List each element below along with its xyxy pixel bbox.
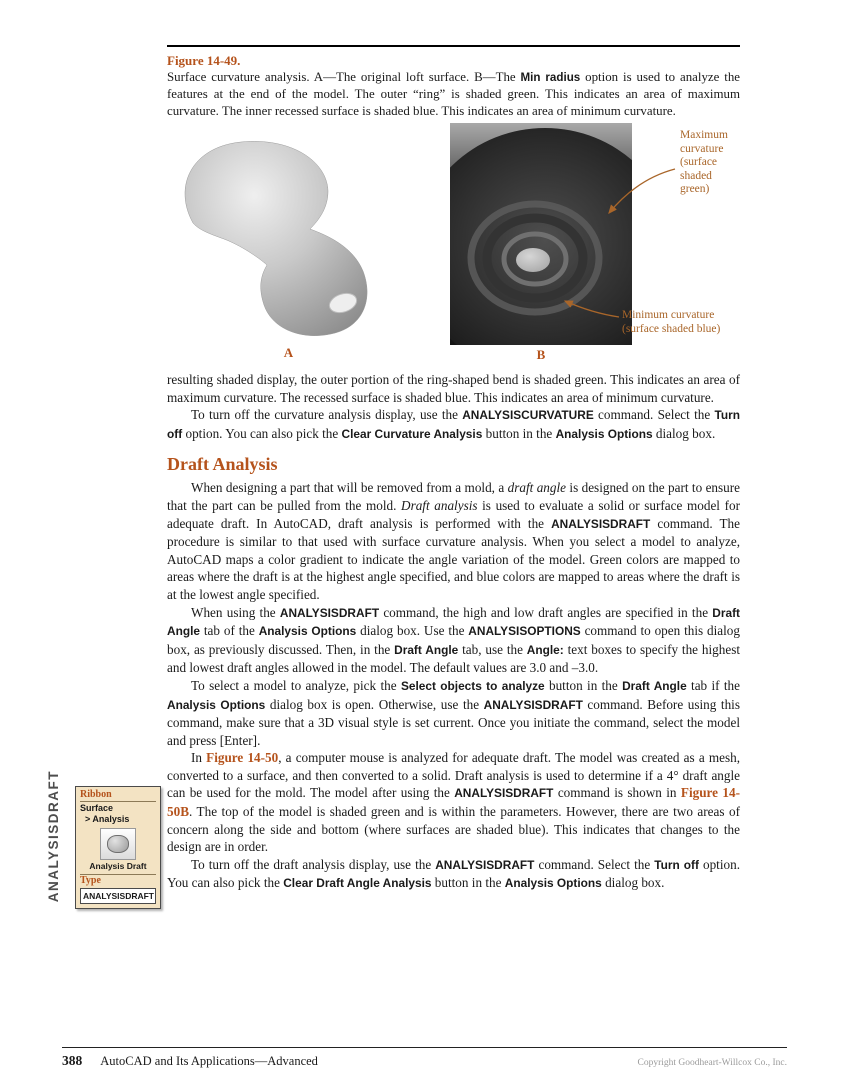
- page-footer: [62, 1047, 787, 1069]
- ribbon-panel-name: > Analysis: [85, 814, 130, 824]
- body-paragraph-4: When using the ANALYSISDRAFT command, the high and low draft angles are specified in the Draft Angle tab of the Analysis Options dialog box. Use the ANALYSISOPTIONS command to open this dialog box, as previously discussed. Then, in the Draft Angle tab, use the Angle: text boxes to specify the highest and lowest draft angles allowed in the model. The default values are 3.0 and –3.0.: [167, 604, 741, 676]
- main-text-column: [167, 45, 740, 893]
- curvature-analysis-image: [450, 123, 632, 345]
- figure-14-49: [167, 123, 740, 363]
- ribbon-tool-label: Analysis Draft: [89, 861, 147, 871]
- analysis-draft-button: [100, 828, 136, 860]
- figure-label-b: B: [536, 347, 546, 362]
- min-curvature-annotation: Minimum curvature (surface shaded blue): [622, 309, 721, 335]
- body-paragraph-3: When designing a part that will be removed from a mold, a draft angle is designed on the part to ensure that the part can be pulled from the mold. Draft analysis is used to evaluate a solid or surface model for adequate draft. In AutoCAD, draft analysis is performed with the ANALYSISDRAFT command. The procedure is similar to that used with surface curvature analysis. When you select a model to analyze, AutoCAD maps a color gradient to indicate the angle variation of the model. Green colors are mapped to areas where the draft is at the highest angle specified, and blue colors are mapped to areas where the draft is at the lowest angle specified.: [167, 480, 740, 602]
- ribbon-tab-name: Surface: [80, 801, 156, 814]
- type-command-name: ANALYSISDRAFT: [80, 888, 156, 904]
- ribbon-reference-box: [75, 786, 161, 909]
- figure-label-a: A: [283, 345, 294, 360]
- book-title: AutoCAD and Its Applications—Advanced: [100, 1054, 318, 1068]
- figure-number: Figure 14-49.: [167, 52, 241, 68]
- body-paragraph-5: To select a model to analyze, pick the Select objects to analyze button in the Draft Angle tab if the Analysis Options dialog box is open. Otherwise, use the ANALYSISDRAFT command. Before using this command, make sure that a 3D visual style is set current. Once you initiate the command, select the model and press [Enter].: [167, 677, 741, 748]
- max-curvature-annotation: Maximum curvature (surface shaded green): [680, 129, 728, 195]
- loft-surface-image: [167, 135, 410, 339]
- analysis-draft-icon: [107, 835, 129, 853]
- section-heading-draft-analysis: Draft Analysis: [167, 454, 278, 475]
- body-paragraph-6: In Figure 14-50, a computer mouse is analyzed for adequate draft. The model was created as a mesh, converted to a surface, and then converted to a solid. Draft analysis is used to determine if a 4° draft angle can be used for the mold. The model after using the ANALYSISDRAFT command is shown in Figure 14-50B. The top of the model is shaded green and is within the parameters. However, there are two areas of concern along the side and bottom (where surfaces are shaded blue). This indicates that changes to the design are in order.: [167, 750, 740, 855]
- type-section-header: Type: [80, 874, 156, 887]
- copyright-notice: Copyright Goodheart-Willcox Co., Inc.: [637, 1058, 787, 1068]
- ribbon-section-header: Ribbon: [80, 789, 112, 800]
- curvature-analysis-render: [450, 123, 632, 345]
- figure-caption: Surface curvature analysis. A—The original loft surface. B—The Min radius option is used to analyze the features at the end of the model. The outer “ring” is shaded green. This indicates an area of maximum curvature. The inner recessed surface is shaded blue. This indicates an area of minimum curvature.: [167, 69, 740, 118]
- body-paragraph-7: To turn off the draft analysis display, use the ANALYSISDRAFT command. Select the Turn off option. You can also pick the Clear Draft Angle Analysis button in the Analysis Options dialog box.: [167, 856, 740, 891]
- margin-command-label: ANALYSISDRAFT: [46, 769, 61, 903]
- margin-command-tab: [46, 770, 61, 902]
- body-paragraph-2: To turn off the curvature analysis display, use the ANALYSISCURVATURE command. Select the Turn off option. You can also pick the Clear Curvature Analysis button in the Analysis Options dialog box.: [167, 407, 741, 441]
- page-number: 388: [62, 1053, 83, 1068]
- figure-top-rule: [167, 45, 740, 47]
- body-paragraph-1: resulting shaded display, the outer portion of the ring-shaped bend is shaded green. This indicates an area of maximum curvature. The recessed surface is shaded blue. This indicates an area of minimum curvature.: [167, 372, 740, 405]
- loft-surface-render: [167, 135, 410, 339]
